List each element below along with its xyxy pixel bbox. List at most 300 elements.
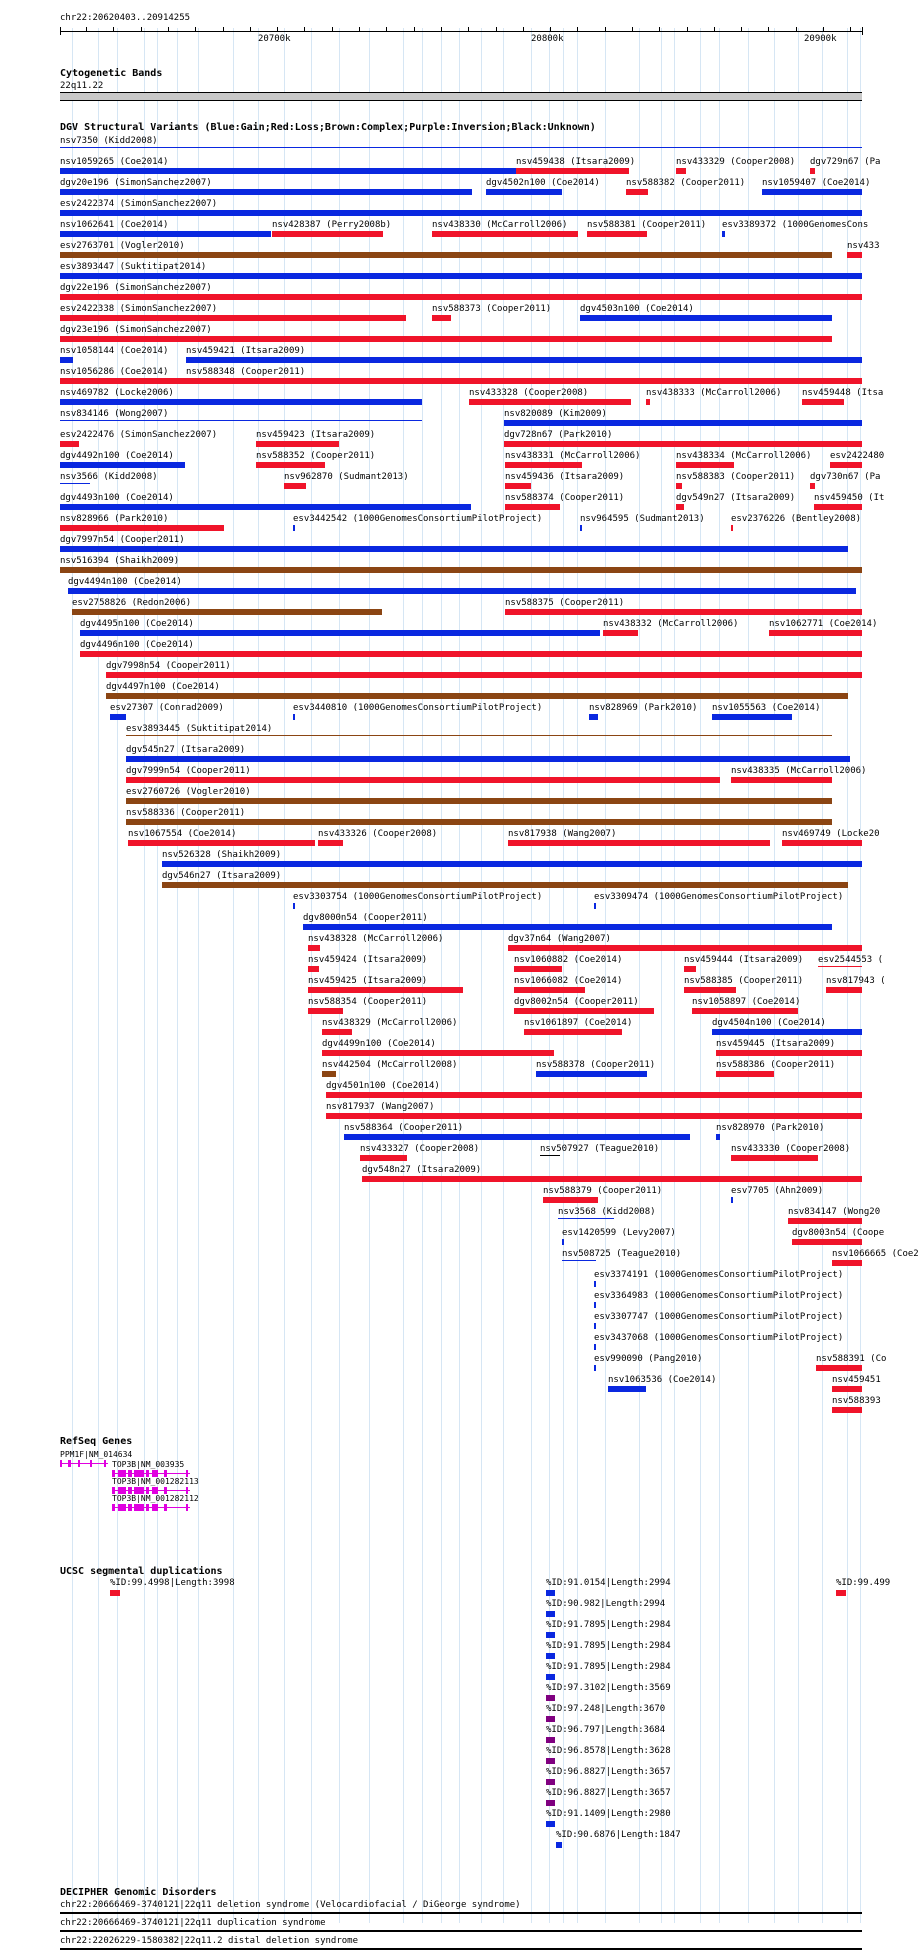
gene-exon[interactable] (104, 1460, 106, 1467)
sv-feature[interactable] (360, 1155, 407, 1161)
sv-label: nsv438333 (McCarroll2006) (646, 388, 782, 398)
sv-label: nsv516394 (Shaikh2009) (60, 556, 180, 566)
segdup-label: %ID:96.8827|Length:3657 (546, 1788, 671, 1798)
sv-label: nsv7350 (Kidd2008) (60, 136, 158, 146)
sv-label: nsv433326 (Cooper2008) (318, 829, 438, 839)
sv-label: dgv4502n100 (Coe2014) (486, 178, 600, 188)
tick-mark (768, 27, 769, 31)
sv-label: dgv728n67 (Park2010) (504, 430, 613, 440)
sv-label: nsv828970 (Park2010) (716, 1123, 825, 1133)
sv-feature[interactable] (594, 1365, 596, 1371)
sv-label: dgv4492n100 (Coe2014) (60, 451, 174, 461)
segdup-feature[interactable] (110, 1590, 120, 1596)
tick-label: 20700k (258, 34, 291, 44)
sv-feature[interactable] (126, 798, 832, 804)
sv-label: esv2760726 (Vogler2010) (126, 787, 251, 797)
tick-mark (523, 27, 524, 31)
sv-label: nsv828969 (Park2010) (589, 703, 698, 713)
sv-feature[interactable] (832, 1407, 862, 1413)
decipher-feature[interactable] (60, 1948, 862, 1950)
sv-feature[interactable] (594, 903, 596, 909)
sv-label: esv3364983 (1000GenomesConsortiumPilotProject) (594, 1291, 844, 1301)
sv-feature[interactable] (514, 987, 585, 993)
sv-feature[interactable] (60, 252, 832, 258)
sv-feature[interactable] (832, 1386, 862, 1392)
sv-feature[interactable] (272, 231, 383, 237)
sv-feature[interactable] (504, 420, 862, 426)
sv-label: dgv549n27 (Itsara2009) (676, 493, 796, 503)
sv-feature[interactable] (322, 1071, 336, 1077)
sv-label: nsv438329 (McCarroll2006) (322, 1018, 458, 1028)
sv-feature[interactable] (814, 504, 862, 510)
sv-feature[interactable] (692, 1008, 798, 1014)
sv-feature[interactable] (676, 168, 686, 174)
decipher-feature[interactable] (60, 1930, 862, 1932)
gene-exon[interactable] (90, 1460, 92, 1467)
sv-feature[interactable] (60, 462, 185, 468)
segdup-feature[interactable] (556, 1842, 562, 1848)
sv-label: nsv459448 (Itsa (802, 388, 884, 398)
sv-feature[interactable] (60, 546, 848, 552)
tick-mark (277, 27, 278, 31)
sv-label: dgv4493n100 (Coe2014) (60, 493, 174, 503)
track-title-decipher: DECIPHER Genomic Disorders (60, 1887, 217, 1898)
sv-label: nsv588352 (Cooper2011) (256, 451, 376, 461)
sv-feature[interactable] (68, 588, 856, 594)
sv-feature[interactable] (60, 294, 862, 300)
sv-feature[interactable] (60, 168, 516, 174)
sv-label: dgv546n27 (Itsara2009) (162, 871, 282, 881)
sv-feature[interactable] (344, 1134, 690, 1140)
sv-feature[interactable] (80, 630, 600, 636)
tick-mark (141, 27, 142, 31)
sv-feature[interactable] (508, 945, 862, 951)
sv-feature[interactable] (676, 462, 734, 468)
sv-feature[interactable] (162, 861, 862, 867)
sv-label: nsv459423 (Itsara2009) (256, 430, 376, 440)
tick-mark (850, 27, 851, 31)
gene-exon[interactable] (78, 1460, 80, 1467)
sv-feature[interactable] (308, 1008, 343, 1014)
decipher-feature[interactable] (60, 1912, 862, 1914)
sv-label: nsv1066082 (Coe2014) (514, 976, 623, 986)
sv-feature[interactable] (558, 1218, 614, 1219)
segdup-label: %ID:91.7895|Length:2984 (546, 1620, 671, 1630)
sv-feature[interactable] (684, 987, 736, 993)
sv-feature[interactable] (792, 1239, 862, 1245)
segdup-label: %ID:99.499 (836, 1578, 891, 1588)
track-title-dgv: DGV Structural Variants (Blue:Gain;Red:Loss;Brown:Complex;Purple:Inversion;Black:Unknown) (60, 122, 596, 133)
sv-feature[interactable] (587, 231, 647, 237)
sv-feature[interactable] (256, 462, 325, 468)
sv-feature[interactable] (60, 525, 224, 531)
sv-feature[interactable] (818, 966, 862, 967)
segdup-feature[interactable] (546, 1800, 555, 1806)
sv-feature[interactable] (514, 966, 562, 972)
sv-feature[interactable] (676, 483, 682, 489)
sv-label: nsv1061897 (Coe2014) (524, 1018, 633, 1028)
sv-feature[interactable] (716, 1050, 862, 1056)
sv-feature[interactable] (72, 609, 382, 615)
sv-feature[interactable] (769, 630, 862, 636)
segdup-feature[interactable] (546, 1779, 555, 1785)
sv-feature[interactable] (580, 315, 832, 321)
segdup-label: %ID:90.982|Length:2994 (546, 1599, 666, 1609)
sv-feature[interactable] (293, 525, 295, 531)
sv-label: dgv4501n100 (Coe2014) (326, 1081, 440, 1091)
sv-label: nsv459438 (Itsara2009) (516, 157, 636, 167)
sv-feature[interactable] (540, 1155, 560, 1156)
sv-feature[interactable] (562, 1260, 596, 1261)
tick-mark (332, 27, 333, 31)
segdup-feature[interactable] (546, 1674, 555, 1680)
cytoband-label: 22q11.22 (60, 81, 104, 91)
segdup-feature[interactable] (546, 1821, 555, 1827)
sv-feature[interactable] (126, 735, 832, 736)
sv-feature[interactable] (432, 231, 578, 237)
sv-label: nsv433327 (Cooper2008) (360, 1144, 480, 1154)
sv-label: dgv7999n54 (Cooper2011) (126, 766, 251, 776)
sv-feature[interactable] (802, 399, 844, 405)
segdup-feature[interactable] (546, 1716, 555, 1722)
sv-feature[interactable] (516, 168, 629, 174)
gene-label: PPM1F|NM_014634 (60, 1450, 133, 1459)
tick-mark (687, 27, 688, 31)
sv-label: nsv1060882 (Coe2014) (514, 955, 623, 965)
sv-feature[interactable] (594, 1281, 596, 1287)
sv-feature[interactable] (318, 840, 343, 846)
segdup-label: %ID:97.248|Length:3670 (546, 1704, 666, 1714)
sv-feature[interactable] (816, 1365, 862, 1371)
ruler-end (60, 27, 61, 35)
sv-feature[interactable] (322, 1050, 554, 1056)
sv-feature[interactable] (60, 210, 862, 216)
sv-feature[interactable] (303, 924, 832, 930)
gene-exon[interactable] (152, 1504, 158, 1511)
sv-label: nsv469782 (Locke2006) (60, 388, 174, 398)
sv-feature[interactable] (562, 1239, 564, 1245)
sv-label: nsv3566 (Kidd2008) (60, 472, 158, 482)
sv-feature[interactable] (362, 1176, 862, 1182)
sv-feature[interactable] (782, 840, 862, 846)
sv-feature[interactable] (126, 756, 850, 762)
gene-label: TOP3B|NM_003935 (112, 1460, 185, 1469)
tick-mark (304, 27, 305, 31)
track-title-refseq: RefSeq Genes (60, 1436, 133, 1447)
segdup-feature[interactable] (546, 1737, 555, 1743)
sv-feature[interactable] (504, 441, 862, 447)
tick-label: 20900k (804, 34, 837, 44)
sv-label: nsv438331 (McCarroll2006) (505, 451, 641, 461)
sv-feature[interactable] (293, 714, 295, 720)
sv-feature[interactable] (810, 168, 815, 174)
sv-feature[interactable] (486, 189, 562, 195)
gene-exon[interactable] (134, 1504, 144, 1511)
sv-label: nsv834147 (Wong20 (788, 1207, 881, 1217)
segdup-feature[interactable] (546, 1611, 555, 1617)
sv-feature[interactable] (308, 945, 320, 951)
sv-feature[interactable] (284, 483, 306, 489)
sv-label: dgv4499n100 (Coe2014) (322, 1039, 436, 1049)
sv-label: dgv7998n54 (Cooper2011) (106, 661, 231, 671)
sv-label: nsv962870 (Sudmant2013) (284, 472, 409, 482)
sv-feature[interactable] (712, 1029, 862, 1035)
sv-label: nsv588385 (Cooper2011) (684, 976, 804, 986)
sv-feature[interactable] (684, 966, 696, 972)
tick-mark (823, 27, 824, 31)
sv-feature[interactable] (106, 672, 862, 678)
segdup-feature[interactable] (546, 1632, 555, 1638)
tick-mark (577, 27, 578, 31)
segdup-feature[interactable] (836, 1590, 846, 1596)
sv-label: esv3442542 (1000GenomesConsortiumPilotProject) (293, 514, 543, 524)
sv-feature[interactable] (505, 483, 531, 489)
sv-label: nsv588374 (Cooper2011) (505, 493, 625, 503)
segdup-feature[interactable] (546, 1653, 555, 1659)
sv-label: esv2422476 (SimonSanchez2007) (60, 430, 218, 440)
sv-label: nsv438330 (McCarroll2006) (432, 220, 568, 230)
sv-label: nsv433328 (Cooper2008) (469, 388, 589, 398)
sv-label: nsv459450 (It (814, 493, 885, 503)
sv-label: dgv23e196 (SimonSanchez2007) (60, 325, 212, 335)
cytoband-bar[interactable] (60, 92, 862, 101)
sv-label: nsv1066665 (Coe2 (832, 1249, 919, 1259)
sv-feature[interactable] (762, 189, 862, 195)
sv-feature[interactable] (712, 714, 792, 720)
sv-label: esv3437068 (1000GenomesConsortiumPilotProject) (594, 1333, 844, 1343)
grid-line (233, 28, 234, 1923)
sv-feature[interactable] (832, 1260, 862, 1266)
sv-label: dgv4495n100 (Coe2014) (80, 619, 194, 629)
sv-label: dgv20e196 (SimonSanchez2007) (60, 178, 212, 188)
sv-feature[interactable] (106, 693, 848, 699)
region-label: chr22:20620403..20914255 (60, 13, 191, 23)
gene-exon[interactable] (164, 1504, 167, 1511)
sv-feature[interactable] (676, 504, 684, 510)
sv-label: esv2544553 ( (818, 955, 884, 965)
sv-feature[interactable] (580, 525, 582, 531)
decipher-label: chr22:20666469-3740121|22q11 deletion syndrome (Velocardiofacial / DiGeorge syndrome) (60, 1900, 521, 1910)
sv-label: nsv817938 (Wang2007) (508, 829, 617, 839)
sv-feature[interactable] (126, 777, 720, 783)
sv-label: nsv588382 (Cooper2011) (626, 178, 746, 188)
sv-feature[interactable] (589, 714, 598, 720)
sv-label: nsv438332 (McCarroll2006) (603, 619, 739, 629)
segdup-label: %ID:96.8578|Length:3628 (546, 1746, 671, 1756)
segdup-label: %ID:91.1409|Length:2980 (546, 1809, 671, 1819)
tick-mark (796, 27, 797, 31)
sv-feature[interactable] (326, 1092, 862, 1098)
ruler-line (60, 31, 862, 32)
sv-label: dgv8003n54 (Coope (792, 1228, 885, 1238)
sv-label: nsv588393 (832, 1396, 881, 1406)
sv-label: dgv545n27 (Itsara2009) (126, 745, 246, 755)
sv-feature[interactable] (788, 1218, 862, 1224)
sv-label: nsv438334 (McCarroll2006) (676, 451, 812, 461)
sv-feature[interactable] (603, 630, 638, 636)
sv-feature[interactable] (731, 1155, 818, 1161)
sv-feature[interactable] (594, 1344, 596, 1350)
sv-feature[interactable] (60, 336, 832, 342)
sv-label: esv7705 (Ahn2009) (731, 1186, 824, 1196)
gene-label: TOP3B|NM_001282112 (112, 1494, 199, 1503)
sv-feature[interactable] (514, 1008, 654, 1014)
sv-label: esv3309474 (1000GenomesConsortiumPilotProject) (594, 892, 844, 902)
sv-label: nsv459445 (Itsara2009) (716, 1039, 836, 1049)
sv-feature[interactable] (731, 1197, 733, 1203)
sv-label: nsv1062641 (Coe2014) (60, 220, 169, 230)
sv-feature[interactable] (256, 441, 339, 447)
sv-feature[interactable] (162, 882, 848, 888)
tick-mark (550, 27, 551, 31)
sv-label: nsv459444 (Itsara2009) (684, 955, 804, 965)
sv-label: nsv834146 (Wong2007) (60, 409, 169, 419)
sv-label: nsv828966 (Park2010) (60, 514, 169, 524)
sv-label: nsv1067554 (Coe2014) (128, 829, 237, 839)
sv-feature[interactable] (536, 1071, 647, 1077)
sv-feature[interactable] (731, 777, 832, 783)
gene-exon[interactable] (68, 1460, 71, 1467)
sv-feature[interactable] (60, 399, 422, 405)
sv-label: nsv459424 (Itsara2009) (308, 955, 428, 965)
sv-feature[interactable] (810, 483, 815, 489)
sv-feature[interactable] (80, 651, 862, 657)
sv-feature[interactable] (524, 1029, 622, 1035)
tick-mark (496, 27, 497, 31)
tick-mark (741, 27, 742, 31)
sv-feature[interactable] (110, 714, 126, 720)
segdup-label: %ID:91.7895|Length:2984 (546, 1662, 671, 1672)
sv-label: esv2422374 (SimonSanchez2007) (60, 199, 218, 209)
gene-exon[interactable] (60, 1460, 62, 1467)
tick-mark (659, 27, 660, 31)
segdup-label: %ID:99.4998|Length:3998 (110, 1578, 235, 1588)
sv-label: esv990090 (Pang2010) (594, 1354, 703, 1364)
sv-label: nsv459425 (Itsara2009) (308, 976, 428, 986)
sv-feature[interactable] (731, 525, 733, 531)
sv-label: nsv508725 (Teague2010) (562, 1249, 682, 1259)
tick-mark (168, 27, 169, 31)
sv-label: nsv964595 (Sudmant2013) (580, 514, 705, 524)
sv-feature[interactable] (128, 840, 315, 846)
decipher-label: chr22:20666469-3740121|22q11 duplication syndrome (60, 1918, 326, 1928)
sv-label: nsv438335 (McCarroll2006) (731, 766, 867, 776)
gene-exon[interactable] (146, 1504, 149, 1511)
sv-label: esv2758826 (Redon2006) (72, 598, 192, 608)
sv-feature[interactable] (716, 1134, 720, 1140)
sv-label: dgv4497n100 (Coe2014) (106, 682, 220, 692)
sv-feature[interactable] (60, 504, 471, 510)
sv-feature[interactable] (505, 462, 582, 468)
sv-label: dgv4503n100 (Coe2014) (580, 304, 694, 314)
sv-label: nsv588348 (Cooper2011) (186, 367, 306, 377)
track-title-segdup: UCSC segmental duplications (60, 1566, 223, 1577)
grid-line (258, 28, 259, 1923)
sv-feature[interactable] (60, 441, 79, 447)
sv-feature[interactable] (186, 357, 862, 363)
sv-label: esv2422338 (SimonSanchez2007) (60, 304, 218, 314)
sv-label: dgv730n67 (Pa (810, 472, 881, 482)
sv-feature[interactable] (594, 1302, 596, 1308)
sv-label: nsv588375 (Cooper2011) (505, 598, 625, 608)
sv-label: nsv1056286 (Coe2014) (60, 367, 169, 377)
sv-label: dgv729n67 (Pa (810, 157, 881, 167)
sv-feature[interactable] (308, 987, 463, 993)
sv-feature[interactable] (60, 378, 862, 384)
sv-feature[interactable] (847, 252, 862, 258)
sv-feature[interactable] (716, 1071, 774, 1077)
sv-label: dgv4496n100 (Coe2014) (80, 640, 194, 650)
sv-feature[interactable] (60, 189, 472, 195)
sv-label: nsv1055563 (Coe2014) (712, 703, 821, 713)
sv-label: esv27307 (Conrad2009) (110, 703, 224, 713)
gene-exon[interactable] (112, 1504, 115, 1511)
sv-feature[interactable] (469, 399, 631, 405)
tick-mark (195, 27, 196, 31)
sv-feature[interactable] (505, 504, 560, 510)
sv-label: nsv1063536 (Coe2014) (608, 1375, 717, 1385)
sv-feature[interactable] (722, 231, 725, 237)
sv-feature[interactable] (826, 987, 862, 993)
sv-feature[interactable] (60, 273, 862, 279)
sv-label: nsv459451 (832, 1375, 881, 1385)
sv-feature[interactable] (646, 399, 650, 405)
sv-feature[interactable] (308, 966, 319, 972)
sv-label: nsv469749 (Locke20 (782, 829, 880, 839)
sv-feature[interactable] (60, 420, 422, 421)
tick-mark (714, 27, 715, 31)
sv-feature[interactable] (60, 483, 90, 484)
sv-feature[interactable] (60, 231, 271, 237)
sv-feature[interactable] (626, 189, 648, 195)
sv-label: nsv588381 (Cooper2011) (587, 220, 707, 230)
sv-feature[interactable] (322, 1029, 352, 1035)
sv-feature[interactable] (326, 1113, 862, 1119)
sv-label: esv3303754 (1000GenomesConsortiumPilotProject) (293, 892, 543, 902)
tick-mark (414, 27, 415, 31)
sv-label: nsv1058897 (Coe2014) (692, 997, 801, 1007)
sv-feature[interactable] (594, 1323, 596, 1329)
sv-feature[interactable] (60, 147, 862, 148)
grid-line (822, 28, 823, 1923)
sv-feature[interactable] (60, 567, 862, 573)
sv-feature[interactable] (432, 315, 451, 321)
segdup-feature[interactable] (546, 1590, 555, 1596)
sv-label: esv2422480 (830, 451, 885, 461)
gene-exon[interactable] (186, 1504, 188, 1511)
sv-feature[interactable] (60, 357, 73, 363)
sv-label: nsv459436 (Itsara2009) (505, 472, 625, 482)
sv-label: nsv820089 (Kim2009) (504, 409, 607, 419)
gene-exon[interactable] (128, 1504, 132, 1511)
sv-feature[interactable] (60, 315, 406, 321)
sv-feature[interactable] (830, 462, 862, 468)
segdup-feature[interactable] (546, 1758, 555, 1764)
sv-feature[interactable] (608, 1386, 646, 1392)
sv-feature[interactable] (543, 1197, 598, 1203)
segdup-feature[interactable] (546, 1695, 555, 1701)
sv-label: nsv817943 ( (826, 976, 886, 986)
sv-label: dgv7997n54 (Cooper2011) (60, 535, 185, 545)
sv-label: nsv588386 (Cooper2011) (716, 1060, 836, 1070)
sv-feature[interactable] (508, 840, 770, 846)
segdup-label: %ID:90.6876|Length:1847 (556, 1830, 681, 1840)
gene-exon[interactable] (118, 1504, 126, 1511)
sv-feature[interactable] (126, 819, 832, 825)
sv-feature[interactable] (505, 609, 862, 615)
sv-feature[interactable] (293, 903, 295, 909)
tick-mark (223, 27, 224, 31)
